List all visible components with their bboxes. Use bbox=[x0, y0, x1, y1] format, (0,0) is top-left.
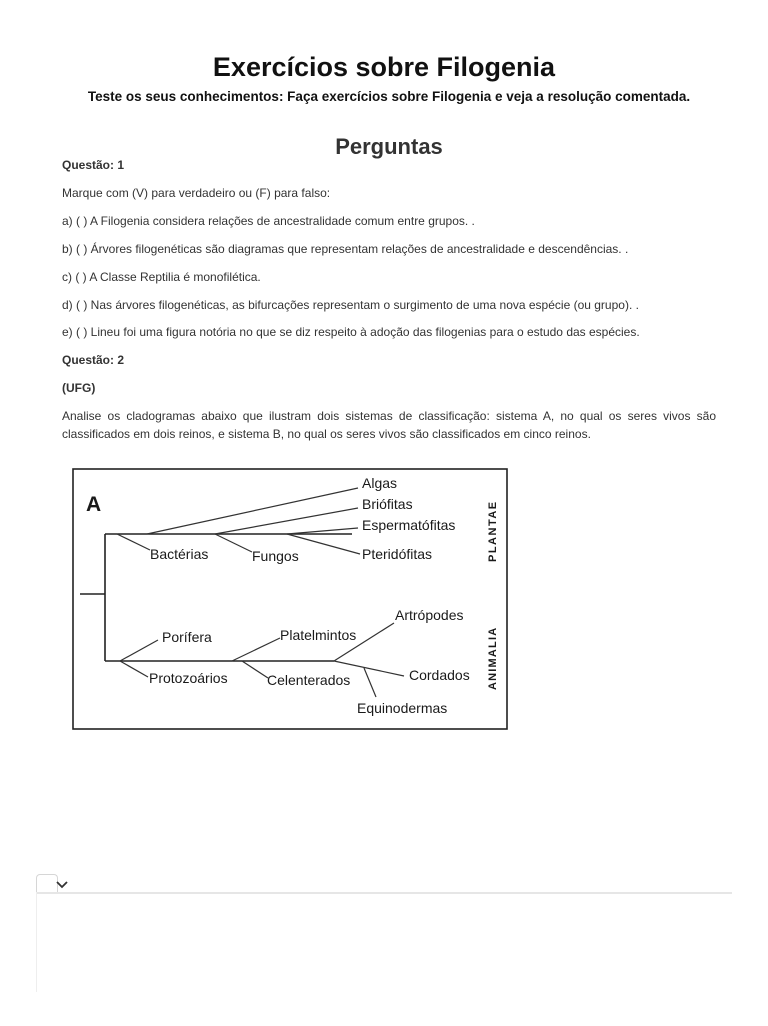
question-1-item-a: a) ( ) A Filogenia considera relações de ancestralidade comum entre grupos. . bbox=[62, 214, 475, 228]
bottom-panel-edge bbox=[36, 892, 37, 992]
taxon-artropodes: Artrópodes bbox=[395, 607, 464, 623]
question-2-label: Questão: 2 bbox=[62, 353, 125, 367]
question-2-source: (UFG) bbox=[62, 381, 96, 395]
page-subtitle: Teste os seus conhecimentos: Faça exercícios sobre Filogenia e veja a resolução comentada. bbox=[87, 89, 691, 104]
chevron-down-icon[interactable] bbox=[54, 876, 70, 892]
taxon-equinodermas: Equinodermas bbox=[357, 700, 448, 716]
taxon-celenterados: Celenterados bbox=[267, 672, 351, 688]
question-1-prompt: Marque com (V) para verdadeiro ou (F) para falso: bbox=[62, 186, 331, 200]
question-1-label: Questão: 1 bbox=[62, 158, 125, 172]
question-1-item-b: b) ( ) Árvores filogenéticas são diagramas que representam relações de ancestralidade e descendências. . bbox=[62, 242, 629, 256]
question-1-item-d: d) ( ) Nas árvores filogenéticas, as bifurcações representam o surgimento de uma nova espécie (ou grupo). . bbox=[62, 298, 639, 312]
taxon-protozoarios: Protozoários bbox=[149, 670, 228, 686]
taxon-algas: Algas bbox=[362, 475, 398, 491]
cladogram-svg bbox=[72, 468, 508, 730]
system-label: A bbox=[86, 493, 102, 516]
taxon-fungos: Fungos bbox=[252, 548, 299, 564]
taxon-platelmintos: Platelmintos bbox=[280, 627, 357, 643]
taxon-bacterias: Bactérias bbox=[150, 546, 209, 562]
taxon-espermatofitas: Espermatófitas bbox=[362, 517, 456, 533]
question-1-item-e: e) ( ) Lineu foi uma figura notória no que se diz respeito à adoção das filogenias para o estudo das espécies. bbox=[62, 325, 640, 339]
kingdom-animalia: ANIMALIA bbox=[487, 626, 499, 690]
section-title: Perguntas bbox=[335, 134, 443, 159]
taxon-cordados: Cordados bbox=[409, 667, 470, 683]
bottom-panel bbox=[36, 892, 732, 1026]
question-1-item-c: c) ( ) A Classe Reptilia é monofilética. bbox=[62, 270, 261, 284]
page-title: Exercícios sobre Filogenia bbox=[212, 52, 556, 82]
taxon-pteridofitas: Pteridófitas bbox=[362, 546, 433, 562]
figure-frame bbox=[73, 469, 507, 729]
kingdom-plantae: PLANTAE bbox=[487, 500, 499, 562]
taxon-porifera: Porífera bbox=[162, 629, 212, 645]
question-2-text: Analise os cladogramas abaixo que ilustram dois sistemas de classificação: sistema A, no qual os seres vivos são classificados em dois reinos, e sistema B, no qual os seres vivos são classificados em cinco reinos. bbox=[62, 409, 716, 441]
taxon-briofitas: Briófitas bbox=[362, 496, 413, 512]
cladogram-figure bbox=[72, 468, 508, 730]
